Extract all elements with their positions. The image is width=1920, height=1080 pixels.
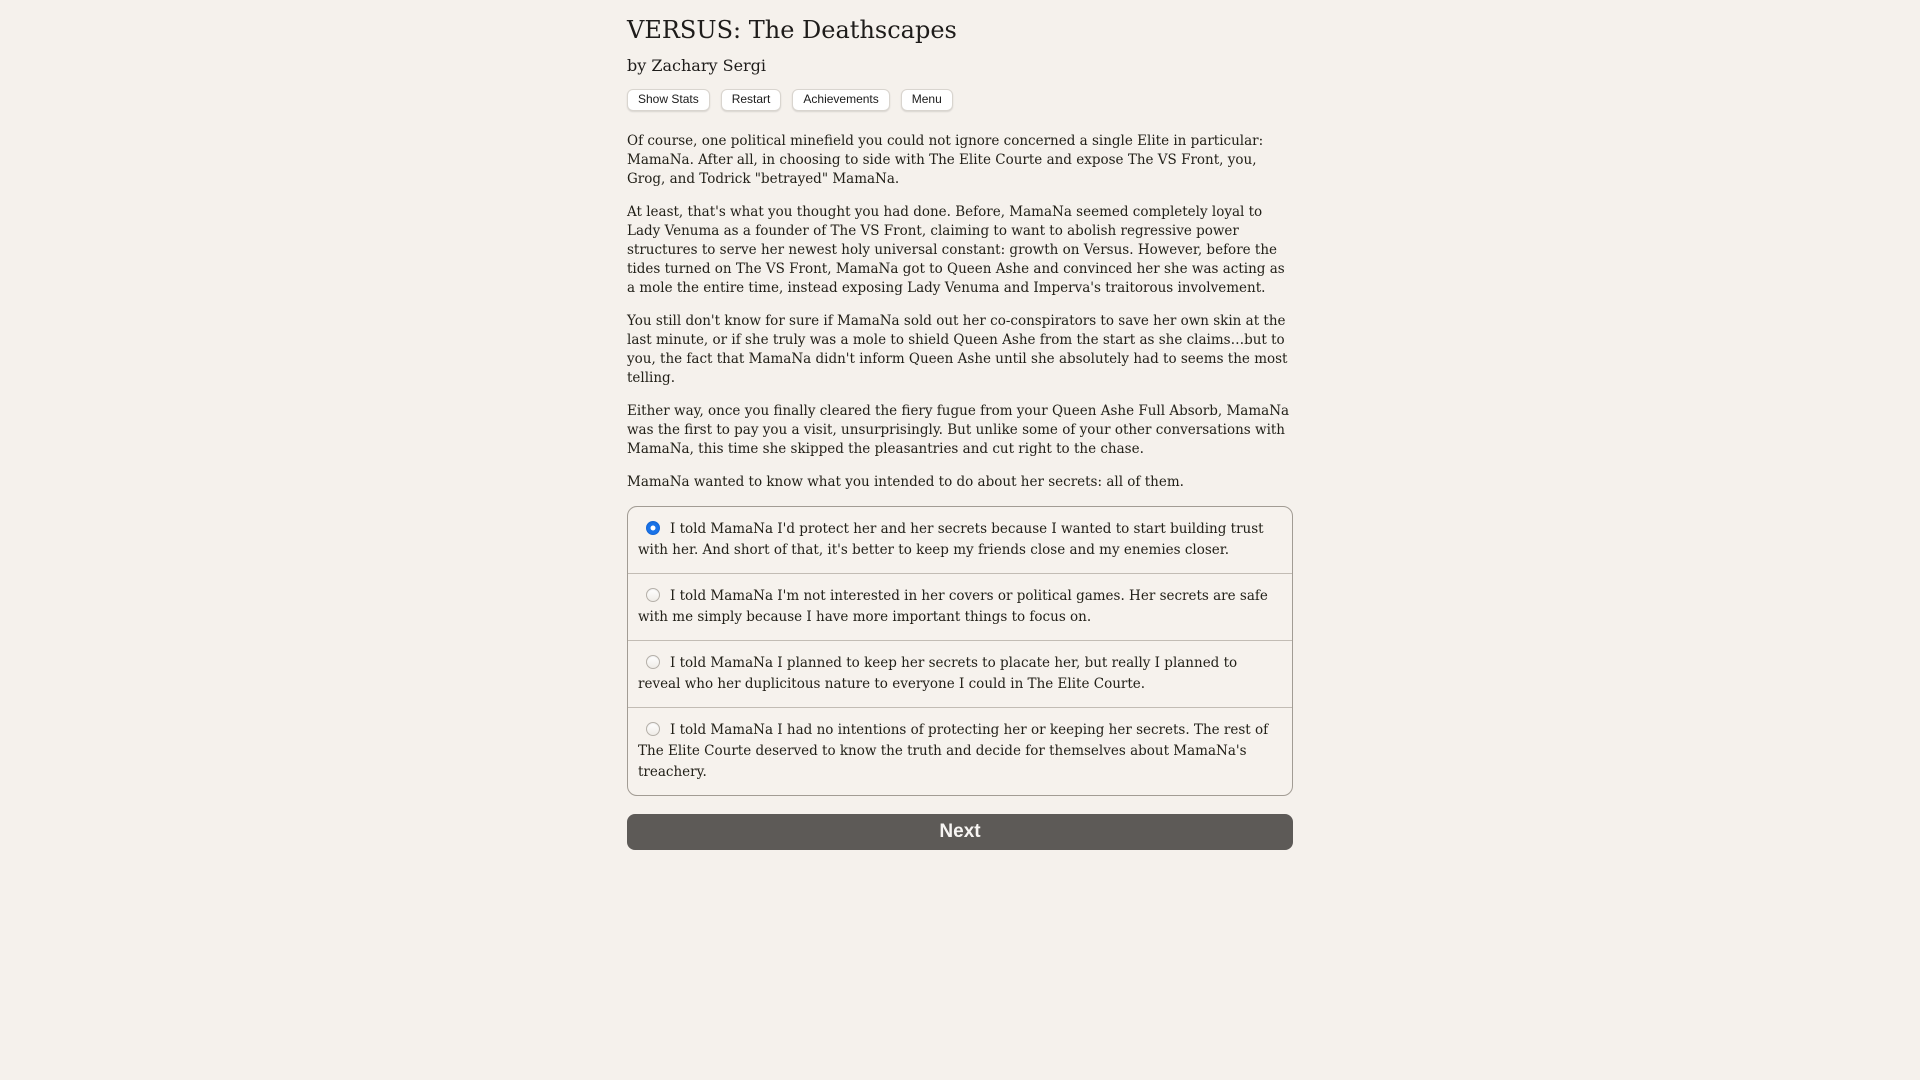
story-paragraph: At least, that's what you thought you had done. Before, MamaNa seemed completely loyal to Lady Venuma as a founder of The VS Front, claiming to want to abolish regressive power structures to serve her newest holy universal constant: growth on Versus. However, before the tides turned on The VS Front, MamaNa got to Queen Ashe and convinced her she was acting as a mole the entire time, instead exposing Lady Venuma and Imperva's traitorous involvement. bbox=[627, 204, 1285, 296]
game-title: VERSUS: The Deathscapes bbox=[627, 16, 957, 44]
story-column bbox=[627, 0, 1293, 850]
radio-button-icon[interactable] bbox=[646, 521, 660, 535]
choice-option[interactable] bbox=[628, 507, 1292, 573]
menu-button[interactable]: Menu bbox=[901, 89, 953, 111]
author-byline: by Zachary Sergi bbox=[627, 56, 767, 75]
choice-group bbox=[627, 506, 1293, 796]
radio-button-icon[interactable] bbox=[646, 655, 660, 669]
story-paragraph: You still don't know for sure if MamaNa sold out her co-conspirators to save her own skin at the last minute, or if she truly was a mole to shield Queen Ashe from the start as she claims…but to you, the fact that MamaNa didn't inform Queen Ashe until she absolutely had to seems the most telling. bbox=[627, 313, 1288, 386]
restart-button[interactable]: Restart bbox=[721, 89, 782, 111]
choice-option[interactable] bbox=[628, 707, 1292, 795]
achievements-button[interactable]: Achievements bbox=[792, 89, 889, 111]
story-paragraph: MamaNa wanted to know what you intended to do about her secrets: all of them. bbox=[627, 474, 1184, 490]
choice-option[interactable] bbox=[628, 573, 1292, 640]
choice-option-label: I told MamaNa I planned to keep her secrets to placate her, but really I planned to reveal who her duplicitous nature to everyone I could in The Elite Courte. bbox=[638, 655, 1238, 692]
radio-button-icon[interactable] bbox=[646, 722, 660, 736]
story-text bbox=[627, 132, 1293, 492]
choice-option[interactable] bbox=[628, 640, 1292, 707]
choice-option-label: I told MamaNa I'd protect her and her secrets because I wanted to start building trust with her. And short of that, it's better to keep my friends close and my enemies closer. bbox=[638, 521, 1264, 558]
choice-option-label: I told MamaNa I had no intentions of protecting her or keeping her secrets. The rest of The Elite Courte deserved to know the truth and decide for themselves about MamaNa's treachery. bbox=[638, 722, 1269, 780]
radio-button-icon[interactable] bbox=[646, 588, 660, 602]
next-button[interactable]: Next bbox=[627, 814, 1293, 850]
choice-option-label: I told MamaNa I'm not interested in her covers or political games. Her secrets are safe with me simply because I have more important things to focus on. bbox=[638, 588, 1268, 625]
toolbar bbox=[627, 89, 1293, 111]
story-paragraph: Of course, one political minefield you could not ignore concerned a single Elite in particular: MamaNa. After all, in choosing to side with The Elite Courte and expose The VS Front, you, Grog, and Todrick "betrayed" MamaNa. bbox=[627, 133, 1264, 187]
show-stats-button[interactable]: Show Stats bbox=[627, 89, 710, 111]
story-paragraph: Either way, once you finally cleared the fiery fugue from your Queen Ashe Full Absorb, MamaNa was the first to pay you a visit, unsurprisingly. But unlike some of your other conversations with MamaNa, this time she skipped the pleasantries and cut right to the chase. bbox=[627, 403, 1290, 457]
